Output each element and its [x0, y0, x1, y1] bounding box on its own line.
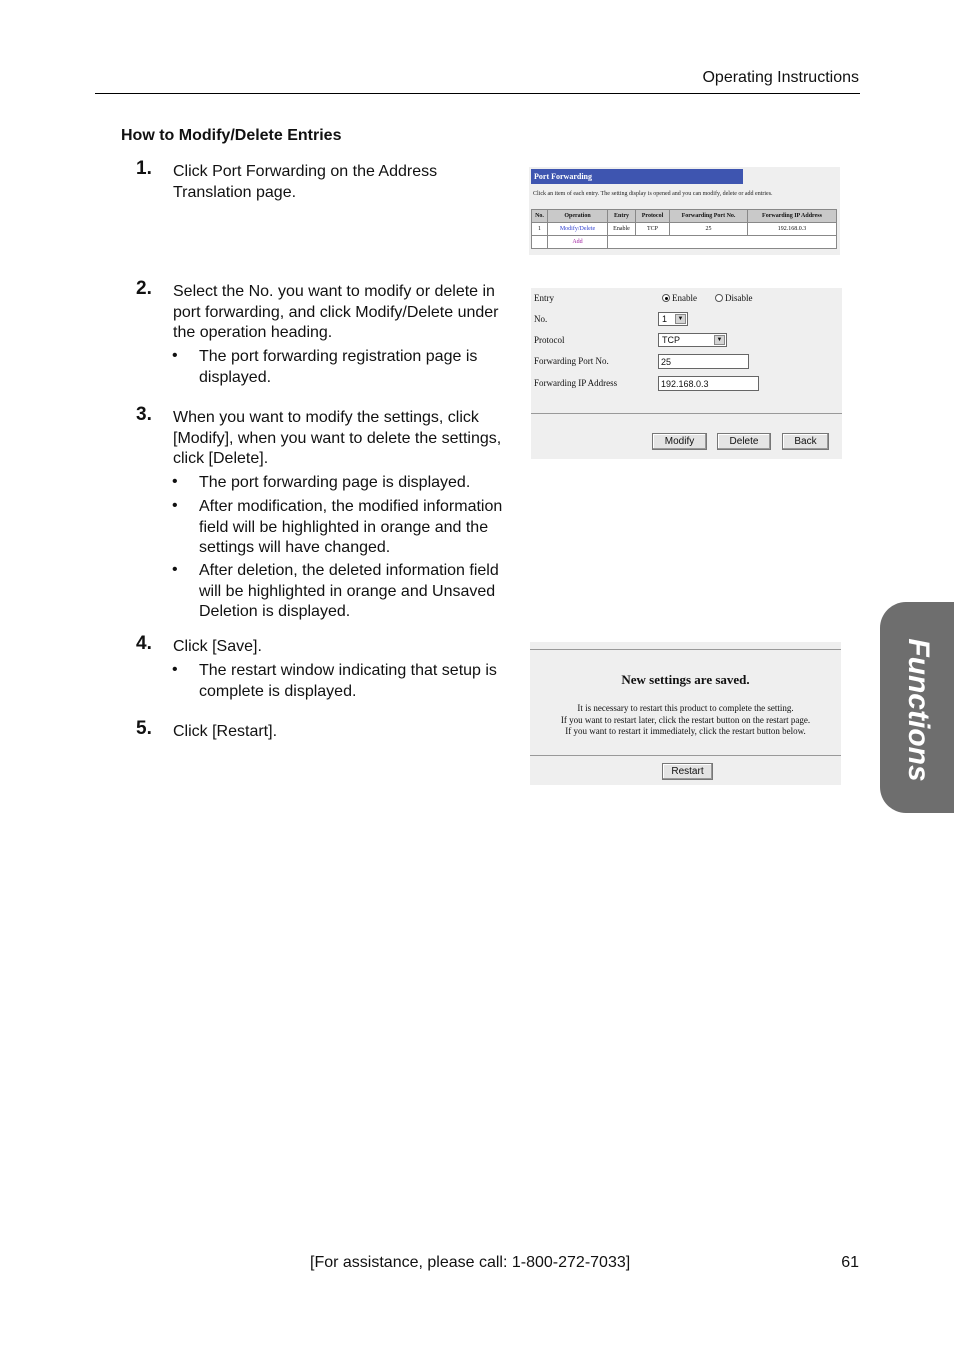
saved-title: New settings are saved.: [621, 672, 750, 687]
chevron-down-icon: ▼: [714, 335, 725, 345]
step-number: 2.: [136, 278, 152, 299]
table-header-row: [532, 210, 837, 223]
bullet-glyph: •: [172, 473, 178, 490]
table-cell: Enable: [608, 223, 636, 236]
bullet-glyph: •: [172, 561, 178, 578]
bottom-divider: [530, 755, 841, 756]
disable-radio-label: Disable: [725, 293, 753, 303]
protocol-label: Protocol: [534, 335, 565, 345]
bullet-text: The port forwarding page is displayed.: [199, 474, 471, 491]
back-button[interactable]: Back: [782, 433, 829, 450]
table-cell: TCP: [636, 223, 670, 236]
bullet-glyph: •: [172, 347, 178, 364]
functions-tab-label: Functions: [902, 638, 935, 782]
step-number: 1.: [136, 158, 152, 179]
bullet-text: After modification, the modified information field will be highlighted in orange and the settings will have changed.: [199, 498, 503, 556]
port-input[interactable]: 25: [658, 354, 749, 369]
column-header: Protocol: [636, 210, 670, 223]
column-header: Forwarding Port No.: [670, 210, 748, 223]
step-text: Select the No. you want to modify or delete in port forwarding, and click Modify/Delete under the operation heading.: [173, 283, 499, 341]
form-divider: [531, 413, 842, 414]
step-text: Click Port Forwarding on the Address Translation page.: [173, 163, 438, 201]
enable-radio[interactable]: [662, 294, 670, 302]
table-cell: [532, 236, 548, 249]
table-cell: 25: [670, 223, 748, 236]
port-forwarding-description: Click an item of each entry. The setting display is opened and you can modify, delete or add entries.: [533, 191, 773, 197]
port-forwarding-screenshot: [529, 167, 840, 255]
ip-input[interactable]: 192.168.0.3: [658, 376, 759, 391]
ip-label: Forwarding IP Address: [534, 378, 618, 388]
assistance-footer: [For assistance, please call: 1-800-272-7033]: [310, 1254, 631, 1271]
bullet-text: After deletion, the deleted information field will be highlighted in orange and Unsaved Deletion is displayed.: [199, 562, 499, 620]
no-select-value: 1: [662, 314, 668, 324]
restart-message-line: It is necessary to restart this product to complete the setting.: [577, 703, 794, 713]
step-number: 4.: [136, 633, 152, 654]
step-text: When you want to modify the settings, click [Modify], when you want to delete the settings, click [Delete].: [173, 409, 502, 467]
registration-form-screenshot: [531, 288, 842, 459]
disable-radio[interactable]: [715, 294, 723, 302]
bullet-glyph: •: [172, 497, 178, 514]
protocol-select-value: TCP: [662, 335, 680, 345]
bullet-text: The port forwarding registration page is displayed.: [199, 348, 478, 386]
page-number: 61: [841, 1254, 859, 1271]
step-number: 5.: [136, 718, 152, 739]
table-cell: 192.168.0.3: [748, 223, 837, 236]
column-header: Forwarding IP Address: [748, 210, 837, 223]
table-cell: 1: [532, 223, 548, 236]
port-forwarding-title: Port Forwarding: [531, 169, 743, 184]
delete-button[interactable]: Delete: [717, 433, 771, 450]
header-title: Operating Instructions: [702, 69, 859, 86]
step-number: 3.: [136, 404, 152, 425]
column-header: Entry: [608, 210, 636, 223]
port-label: Forwarding Port No.: [534, 356, 609, 366]
bullet-text: The restart window indicating that setup is complete is displayed.: [199, 662, 497, 700]
table-cell: [608, 236, 837, 249]
entry-label: Entry: [534, 293, 554, 303]
modify-delete-link[interactable]: Modify/Delete: [548, 223, 608, 236]
port-forwarding-table: [531, 209, 837, 249]
enable-radio-label: Enable: [672, 293, 697, 303]
step-text: Click [Save].: [173, 638, 262, 655]
step-text: Click [Restart].: [173, 723, 278, 740]
restart-message-line: If you want to restart it immediately, click the restart button below.: [565, 726, 806, 736]
restart-screenshot: [530, 642, 841, 785]
column-header: Operation: [548, 210, 608, 223]
section-title: How to Modify/Delete Entries: [121, 127, 342, 144]
column-header: No.: [532, 210, 548, 223]
modify-button[interactable]: Modify: [652, 433, 707, 450]
no-label: No.: [534, 314, 548, 324]
protocol-select[interactable]: [658, 333, 727, 347]
bullet-glyph: •: [172, 661, 178, 678]
top-divider: [530, 649, 841, 650]
header-rule: [95, 93, 860, 94]
no-select[interactable]: [658, 312, 688, 326]
restart-button[interactable]: Restart: [662, 763, 713, 780]
add-link[interactable]: Add: [548, 236, 608, 249]
restart-message-line: If you want to restart later, click the restart button on the restart page.: [560, 715, 811, 725]
table-row: [532, 223, 837, 236]
chevron-down-icon: ▼: [675, 314, 686, 324]
table-row: [532, 236, 837, 249]
